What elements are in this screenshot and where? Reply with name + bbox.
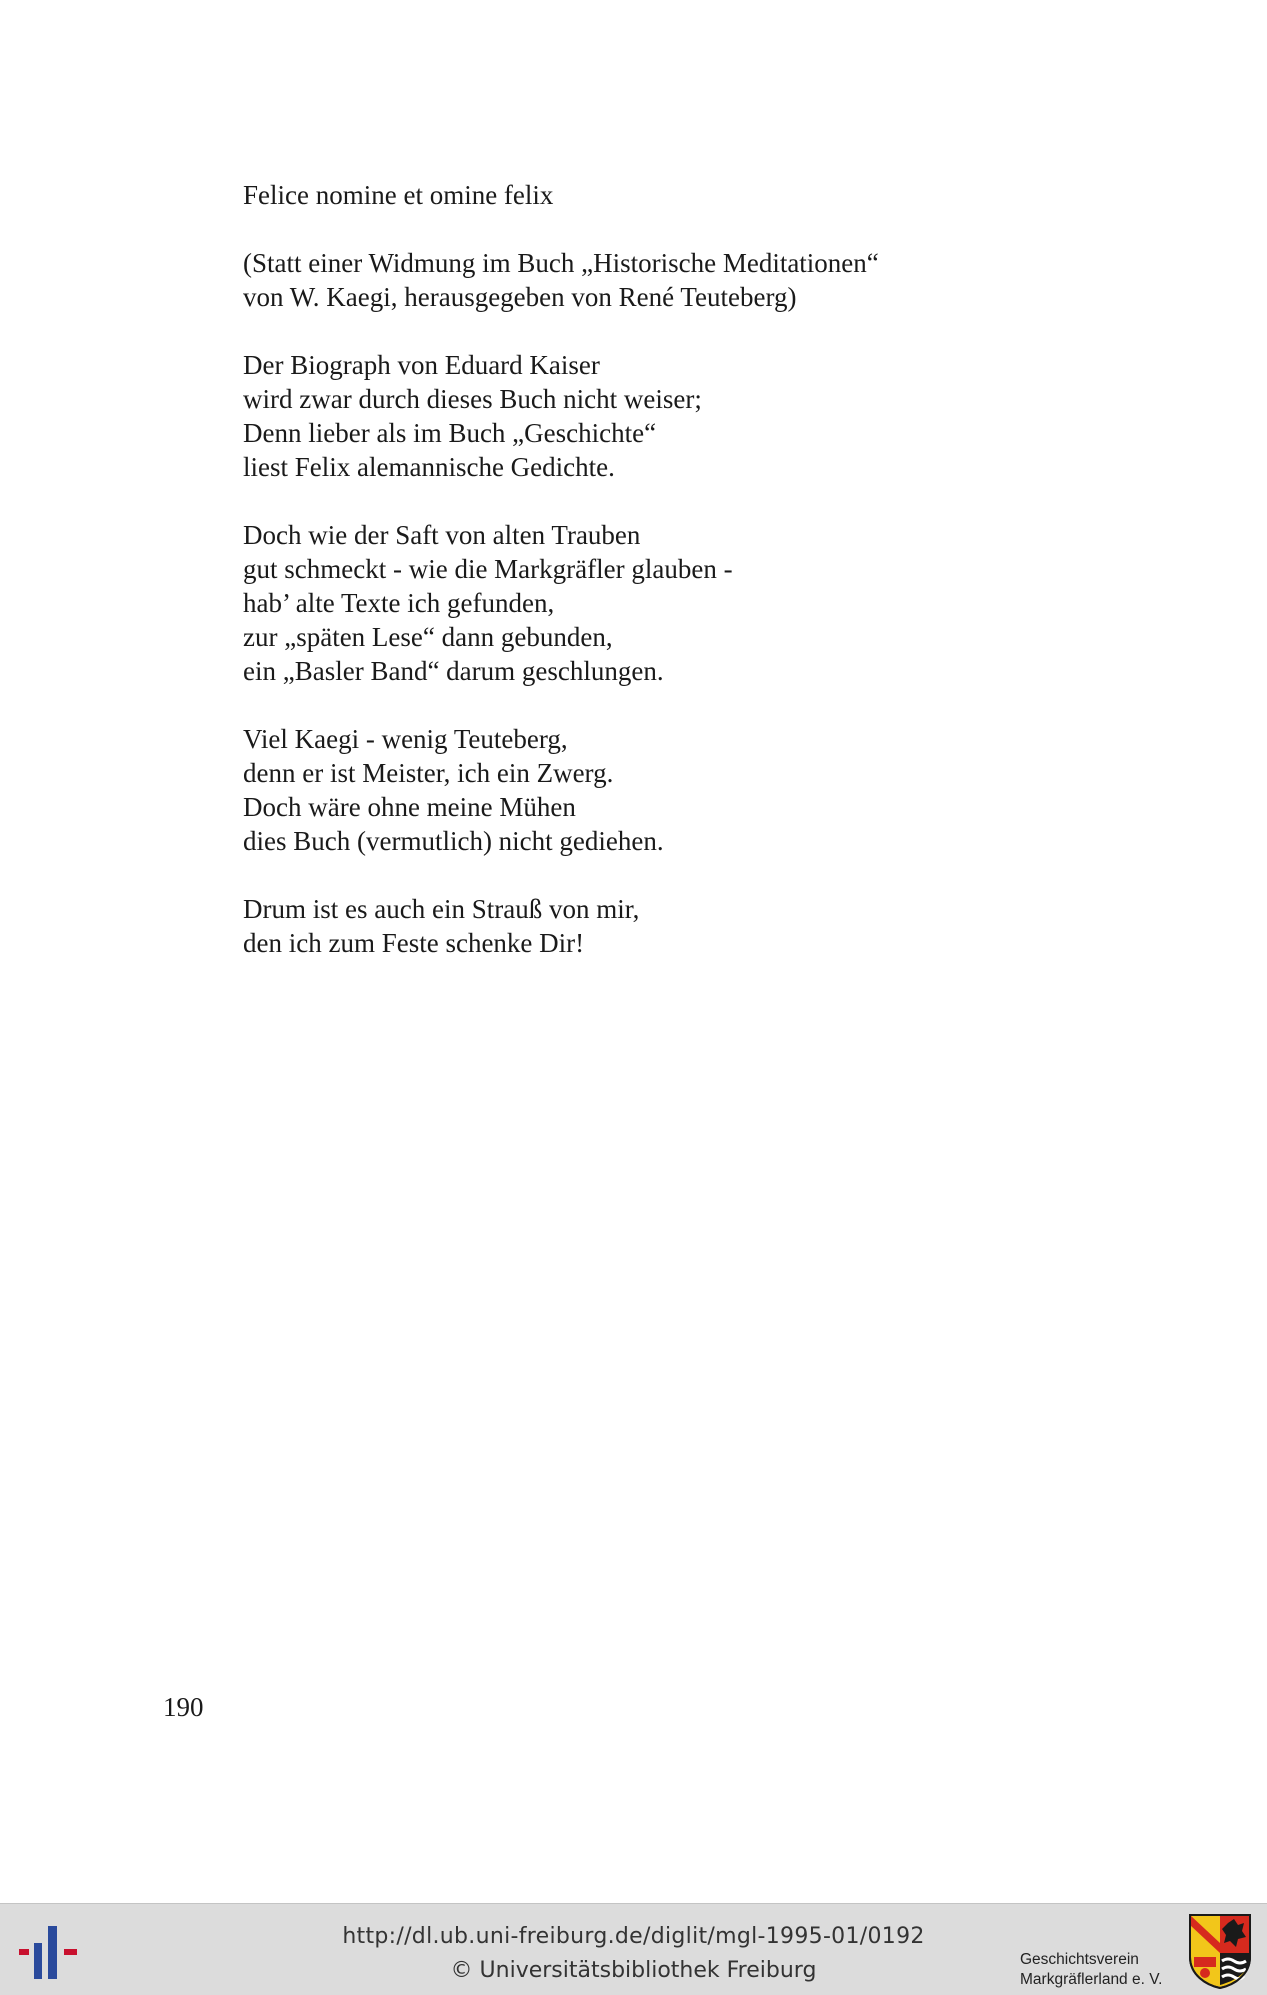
poem-text <box>243 178 1143 960</box>
poem-line: den ich zum Feste schenke Dir! <box>243 928 585 958</box>
poem-line: Felice nomine et omine felix <box>243 180 554 210</box>
poem-line: Doch wäre ohne meine Mühen <box>243 792 576 822</box>
society-name-line: Geschichtsverein <box>1020 1951 1139 1968</box>
society-name-line: Markgräflerland e. V. <box>1020 1971 1163 1988</box>
stanza-gap <box>243 484 1143 518</box>
viewer-footer <box>0 1903 1267 1995</box>
poem-line: (Statt einer Widmung im Buch „Historische Meditationen“ <box>243 248 879 278</box>
poem-line: zur „späten Lese“ dann gebunden, <box>243 622 613 652</box>
coat-of-arms-icon[interactable] <box>1188 1913 1252 1989</box>
poem-line: dies Buch (vermutlich) nicht gediehen. <box>243 826 664 856</box>
poem-line: denn er ist Meister, ich ein Zwerg. <box>243 758 614 788</box>
society-name <box>1020 1950 1162 1990</box>
stanza-gap <box>243 212 1143 246</box>
poem-line: von W. Kaegi, herausgegeben von René Teuteberg) <box>243 282 797 312</box>
poem-line: gut schmeckt - wie die Markgräfler glauben - <box>243 554 733 584</box>
stanza-gap <box>243 858 1143 892</box>
page-number: 190 <box>163 1692 204 1722</box>
poem-line: Denn lieber als im Buch „Geschichte“ <box>243 418 657 448</box>
document-url-link[interactable]: http://dl.ub.uni-freiburg.de/diglit/mgl-1995-01/0192 <box>342 1924 925 1949</box>
poem-line: Doch wie der Saft von alten Trauben <box>243 520 641 550</box>
poem-line: liest Felix alemannische Gedichte. <box>243 452 615 482</box>
poem-line: wird zwar durch dieses Buch nicht weiser; <box>243 384 702 414</box>
stanza-gap <box>243 688 1143 722</box>
poem-line: Viel Kaegi - wenig Teuteberg, <box>243 724 568 754</box>
stanza-gap <box>243 314 1143 348</box>
poem-line: Der Biograph von Eduard Kaiser <box>243 350 600 380</box>
poem-line: hab’ alte Texte ich gefunden, <box>243 588 555 618</box>
poem-line: Drum ist es auch ein Strauß von mir, <box>243 894 640 924</box>
poem-line: ein „Basler Band“ darum geschlungen. <box>243 656 664 686</box>
copyright-text: © Universitätsbibliothek Freiburg <box>450 1958 817 1983</box>
